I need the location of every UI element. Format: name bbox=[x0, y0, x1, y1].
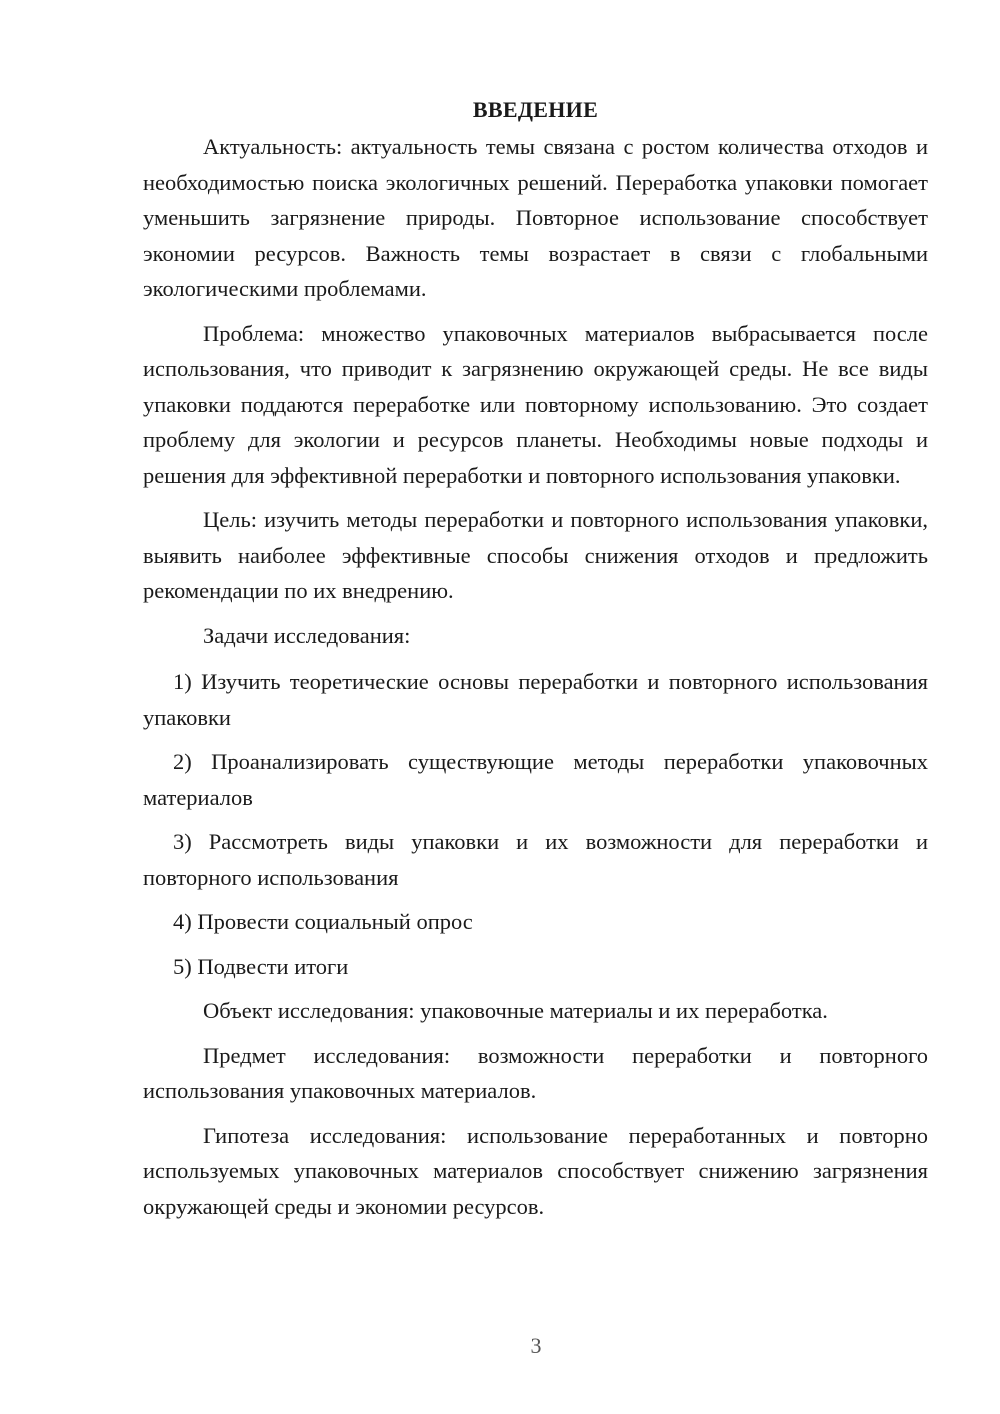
task-item: 1) Изучить теоретические основы переработки и повторного использования упаковки bbox=[143, 669, 928, 730]
task-item: 4) Провести социальный опрос bbox=[173, 909, 473, 934]
paragraph-goal: Цель: изучить методы переработки и повторного использования упаковки, выявить наиболее эффективные способы снижения отходов и предложить рекомендации по их внедрению. bbox=[143, 507, 928, 603]
task-item: 3) Рассмотреть виды упаковки и их возможности для переработки и повторного использования bbox=[143, 829, 928, 890]
document-page bbox=[143, 92, 928, 1233]
paragraph-object: Объект исследования: упаковочные материалы и их переработка. bbox=[203, 998, 828, 1023]
section-title: ВВЕДЕНИЕ bbox=[472, 97, 599, 122]
paragraph-tasks-heading: Задачи исследования: bbox=[203, 622, 411, 648]
task-item: 5) Подвести итоги bbox=[173, 953, 349, 979]
page-number: 3 bbox=[530, 1333, 542, 1358]
paragraph-subject: Предмет исследования: возможности переработки и повторного использования упаковочных материалов. bbox=[143, 1042, 928, 1103]
paragraph-relevance: Актуальность: актуальность темы связана с ростом количества отходов и необходимостью поиска экологичных решений. Переработка упаковки помогает уменьшить загрязнение природы. Повторное использование способствует экономии ресурсов. Важность темы возрастает в связи с глобальными экологическими проблемами. bbox=[143, 134, 928, 301]
task-item: 2) Проанализировать существующие методы переработки упаковочных материалов bbox=[143, 749, 928, 810]
paragraph-problem: Проблема: множество упаковочных материалов выбрасывается после использования, что приводит к загрязнению окружающей среды. Не все виды упаковки поддаются переработке или повторному использованию. Это создает проблему для экологии и ресурсов планеты. Необходимы новые подходы и решения для эффективной переработки и повторного использования упаковки. bbox=[143, 320, 928, 488]
paragraph-hypothesis: Гипотеза исследования: использование переработанных и повторно используемых упаковочных материалов способствует снижению загрязнения окружающей среды и экономии ресурсов. bbox=[143, 1122, 928, 1219]
